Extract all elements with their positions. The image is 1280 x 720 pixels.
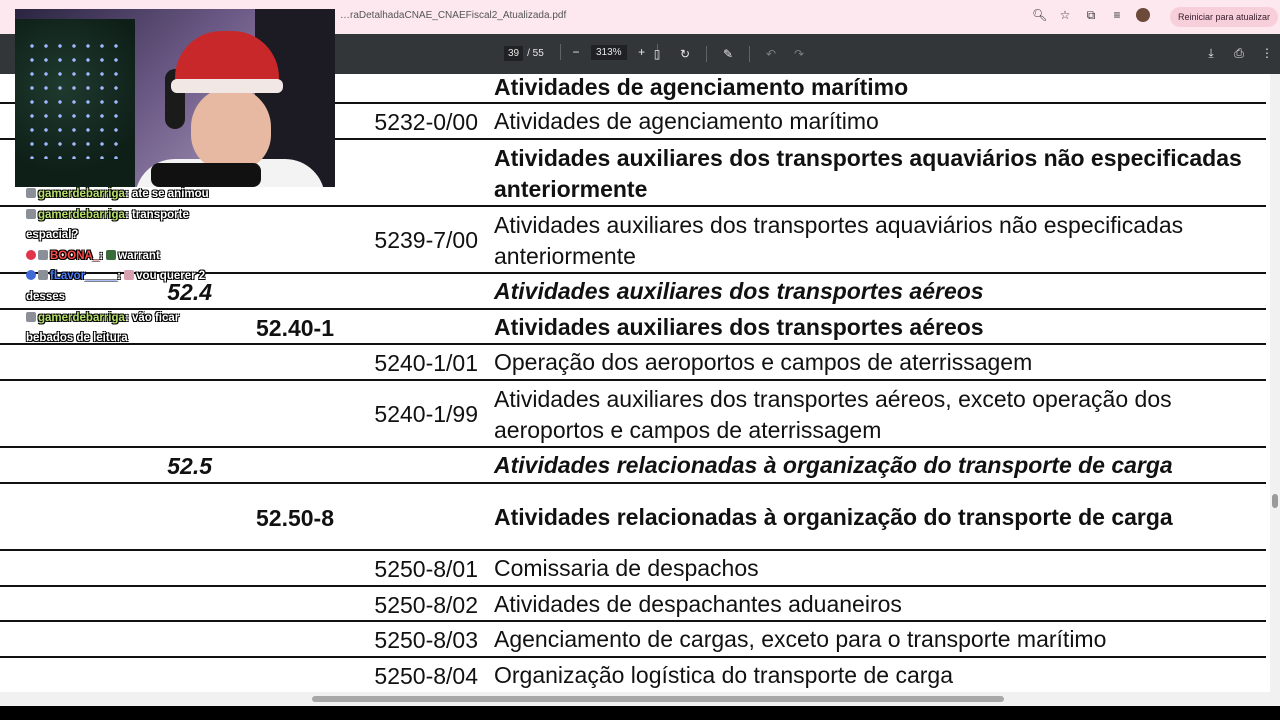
row-description: Atividades relacionadas à organização do transporte de carga <box>494 504 1173 530</box>
horizontal-scrollbar[interactable] <box>0 692 1280 706</box>
row-description: Atividades auxiliares dos transportes aquaviários não especificadas anteriormente <box>494 145 1242 202</box>
chat-message-continuation <box>26 290 65 304</box>
annotate-icon[interactable]: ✎ <box>722 47 734 61</box>
row-class-code: 52.50-8 <box>255 505 334 531</box>
row-description: Atividades auxiliares dos transportes aéreos <box>494 314 984 340</box>
user-badge-icon <box>38 270 48 280</box>
row-description: Atividades auxiliares dos transportes aquaviários não especificadas anteriormente <box>494 212 1184 269</box>
star-icon[interactable]: ☆ <box>1059 8 1071 22</box>
table-row <box>0 587 1266 622</box>
chat-separator: : <box>99 250 107 262</box>
chat-text: bebados de leitura <box>26 332 128 344</box>
chat-message-continuation <box>26 331 128 345</box>
chat-text: transporte <box>131 209 189 221</box>
webcam-overlay <box>15 9 335 187</box>
restart-to-update-button[interactable]: Reiniciar para atualizar <box>1170 7 1278 27</box>
chat-separator: : <box>124 312 132 324</box>
row-code: 5232-0/00 <box>374 109 478 135</box>
download-icon[interactable]: ⤓ <box>1208 46 1214 60</box>
tree-lights <box>25 39 125 159</box>
streamer-face <box>191 87 271 171</box>
table-row <box>0 207 1266 274</box>
user-badge-icon <box>26 188 36 198</box>
table-row <box>0 448 1266 484</box>
microphone <box>151 163 261 187</box>
zoom-icon[interactable]: 🔍︎ <box>1032 8 1048 22</box>
emote-icon <box>124 270 134 280</box>
chat-username: fLavor_____ <box>50 270 118 282</box>
user-badge-icon <box>38 250 48 260</box>
chat-text: espacial? <box>26 229 79 241</box>
divider <box>749 46 750 62</box>
avatar[interactable] <box>1136 8 1150 22</box>
table-row <box>0 658 1266 692</box>
row-code: 5250-8/04 <box>374 663 478 689</box>
chat-separator: : <box>124 209 132 221</box>
user-badge-icon <box>26 270 36 280</box>
row-code: 5250-8/03 <box>374 627 478 653</box>
reading-list-icon[interactable]: ≡ <box>1113 8 1121 22</box>
row-description: Atividades de agenciamento marítimo <box>494 74 909 100</box>
row-code: 5250-8/02 <box>374 592 478 618</box>
chat-separator: : <box>124 188 132 200</box>
chat-text: desses <box>26 291 66 303</box>
chat-message <box>26 311 179 325</box>
row-description: Atividades de agenciamento marítimo <box>494 108 879 134</box>
row-description: Atividades auxiliares dos transportes aéreos, exceto operação dos aeroportos e campos de aterrissagem <box>494 386 1172 443</box>
chat-message <box>26 187 209 201</box>
emote-icon <box>106 250 116 260</box>
vertical-scrollbar-thumb[interactable] <box>1272 494 1278 508</box>
row-group-code: 52.4 <box>167 279 212 305</box>
vertical-scrollbar[interactable] <box>1270 74 1280 692</box>
horizontal-scrollbar-thumb[interactable] <box>312 696 1004 702</box>
row-code: 5240-1/99 <box>374 401 478 427</box>
chat-message <box>26 269 205 283</box>
chat-text: ate se animou <box>131 188 209 200</box>
row-code: 5240-1/01 <box>374 350 478 376</box>
browser-actions <box>1032 8 1150 22</box>
chat-text: vou querer 2 <box>136 270 206 282</box>
zoom-in-button[interactable]: + <box>638 45 646 59</box>
table-row <box>0 345 1266 381</box>
more-menu-icon[interactable]: ⋮ <box>1261 46 1273 60</box>
divider <box>706 46 707 62</box>
row-description: Organização logística do transporte de carga <box>494 662 953 688</box>
taskbar-area <box>0 706 1280 720</box>
chat-username: gamerdebarriga <box>38 188 125 200</box>
divider <box>560 44 561 60</box>
row-code: 5250-8/01 <box>374 556 478 582</box>
extensions-icon[interactable]: ⧉ <box>1086 8 1096 22</box>
chat-message-continuation <box>26 228 78 242</box>
chat-message <box>26 208 189 222</box>
table-row <box>0 622 1266 658</box>
pdf-tools <box>650 46 806 62</box>
row-code: 5239-7/00 <box>374 227 478 253</box>
page-number-input[interactable]: 39 <box>504 46 523 61</box>
table-row <box>0 551 1266 587</box>
pdf-actions <box>1204 46 1274 61</box>
redo-icon[interactable]: ↷ <box>793 47 805 61</box>
row-class-code: 52.40-1 <box>255 315 334 341</box>
chat-text: vão ficar <box>131 312 180 324</box>
fit-page-icon[interactable]: ▯ <box>653 47 661 61</box>
row-group-code: 52.5 <box>167 453 212 479</box>
table-row <box>0 310 1266 345</box>
chat-username: gamerdebarriga <box>38 209 125 221</box>
zoom-out-button[interactable]: − <box>572 45 580 59</box>
row-description: Atividades auxiliares dos transportes aéreos <box>494 278 984 304</box>
table-row <box>0 484 1266 551</box>
chat-text: warrant <box>118 250 160 262</box>
user-badge-icon <box>26 209 36 219</box>
rotate-icon[interactable]: ↻ <box>679 47 691 61</box>
zoom-controls <box>560 44 658 60</box>
zoom-level-input[interactable]: 313% <box>591 45 627 60</box>
santa-hat-band <box>171 79 283 93</box>
page-indicator <box>504 46 544 61</box>
row-description: Comissaria de despachos <box>494 555 759 581</box>
row-description: Atividades relacionadas à organização do transporte de carga <box>494 452 1173 478</box>
chat-separator: : <box>117 270 125 282</box>
url-text[interactable]: …raDetalhadaCNAE_CNAEFiscal2_Atualizada.pdf <box>340 10 567 21</box>
chat-username: gamerdebarriga <box>38 312 125 324</box>
undo-icon[interactable]: ↶ <box>765 47 777 61</box>
user-badge-icon <box>26 312 36 322</box>
user-badge-icon <box>26 250 36 260</box>
row-description: Agenciamento de cargas, exceto para o transporte marítimo <box>494 626 1107 652</box>
chat-message <box>26 249 160 263</box>
table-row <box>0 381 1266 448</box>
chat-username: BOONA_ <box>50 250 100 262</box>
print-icon[interactable]: ⎙ <box>1234 46 1244 60</box>
row-description: Atividades de despachantes aduaneiros <box>494 591 902 617</box>
page-total: / 55 <box>527 48 544 59</box>
row-description: Operação dos aeroportos e campos de aterrissagem <box>494 349 1033 375</box>
